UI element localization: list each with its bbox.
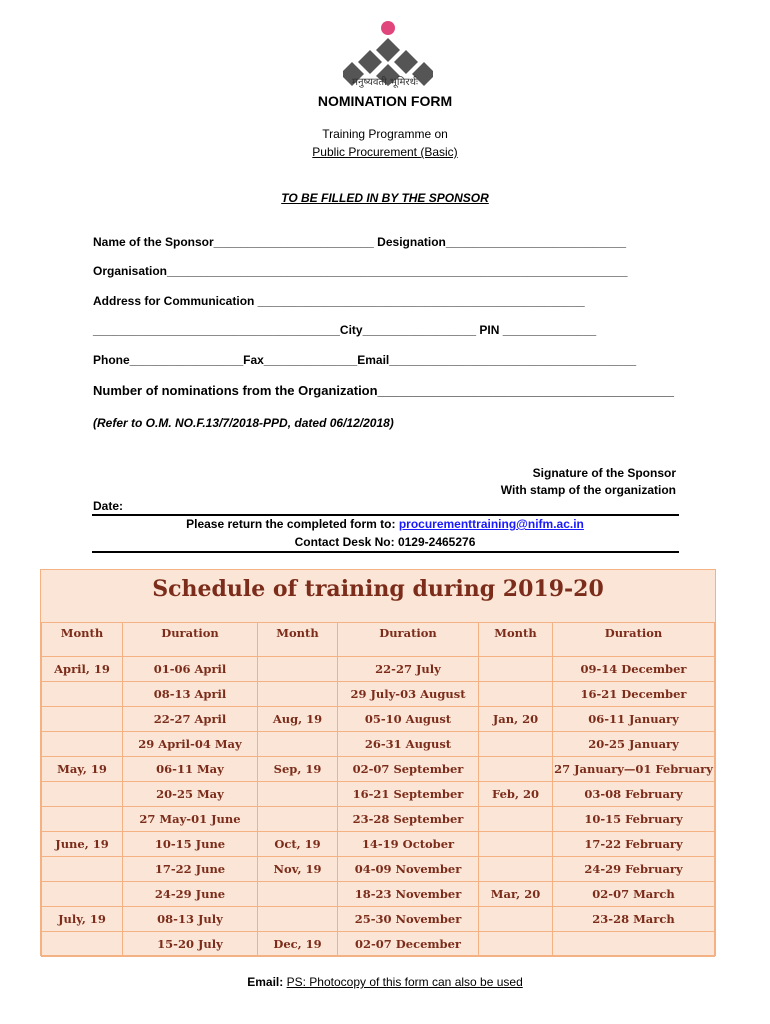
- cell-duration-3: 27 January—01 February: [553, 757, 715, 782]
- cell-duration-1: 20-25 May: [123, 782, 258, 807]
- footer-note: PS: Photocopy of this form can also be used: [286, 975, 523, 989]
- stamp-label: With stamp of the organization: [500, 483, 676, 497]
- cell-duration-1: 29 April-04 May: [123, 732, 258, 757]
- programme-line: Training Programme on: [322, 127, 448, 141]
- header-duration-2: Duration: [338, 623, 479, 657]
- cell-duration-3: 02-07 March: [553, 882, 715, 907]
- footer-email-label: Email:: [247, 975, 284, 989]
- cell-month-2: [258, 782, 338, 807]
- cell-duration-2: 29 July-03 August: [338, 682, 479, 707]
- cell-month-1: [42, 857, 123, 882]
- address-field[interactable]: Address for Communication _________________________________________________: [93, 294, 585, 308]
- schedule-row: [42, 907, 715, 932]
- organisation-field[interactable]: Organisation_____________________________________________________________________: [93, 264, 628, 278]
- cell-month-2: Dec, 19: [258, 932, 338, 957]
- cell-duration-1: 10-15 June: [123, 832, 258, 857]
- cell-month-1: May, 19: [42, 757, 123, 782]
- cell-month-3: [479, 932, 553, 957]
- sponsor-heading: TO BE FILLED IN BY THE SPONSOR: [281, 191, 489, 205]
- cell-duration-1: 06-11 May: [123, 757, 258, 782]
- schedule-row: [42, 657, 715, 682]
- divider-top: [92, 514, 679, 516]
- city-pin-field[interactable]: _____________________________________City_________________ PIN ______________: [93, 323, 597, 337]
- schedule-row: [42, 757, 715, 782]
- cell-duration-3: 20-25 January: [553, 732, 715, 757]
- schedule-row: [42, 732, 715, 757]
- schedule-box: [40, 569, 716, 956]
- schedule-title: Schedule of training during 2019-20: [152, 576, 604, 602]
- cell-duration-2: 23-28 September: [338, 807, 479, 832]
- return-instructions: [0, 517, 770, 531]
- cell-month-2: Sep, 19: [258, 757, 338, 782]
- cell-duration-2: 25-30 November: [338, 907, 479, 932]
- schedule-row: [42, 782, 715, 807]
- header-duration-1: Duration: [123, 623, 258, 657]
- schedule-header-row: [42, 623, 715, 657]
- cell-month-2: [258, 807, 338, 832]
- cell-month-3: [479, 757, 553, 782]
- cell-month-3: Feb, 20: [479, 782, 553, 807]
- cell-duration-1: 01-06 April: [123, 657, 258, 682]
- schedule-row: [42, 682, 715, 707]
- cell-duration-3: 10-15 February: [553, 807, 715, 832]
- cell-month-2: [258, 907, 338, 932]
- header-month-3: Month: [479, 623, 553, 657]
- form-title: NOMINATION FORM: [317, 93, 453, 109]
- cell-duration-1: 22-27 April: [123, 707, 258, 732]
- cell-month-1: [42, 932, 123, 957]
- contact-desk: Contact Desk No: 0129-2465276: [294, 535, 476, 549]
- cell-duration-3: [553, 932, 715, 957]
- sponsor-designation-field[interactable]: Name of the Sponsor________________________ Designation___________________________: [93, 235, 627, 249]
- cell-month-1: April, 19: [42, 657, 123, 682]
- cell-duration-3: 16-21 December: [553, 682, 715, 707]
- cell-month-3: Mar, 20: [479, 882, 553, 907]
- cell-month-3: [479, 732, 553, 757]
- schedule-row: [42, 832, 715, 857]
- header-month-1: Month: [42, 623, 123, 657]
- cell-month-2: [258, 732, 338, 757]
- header-duration-3: Duration: [553, 623, 715, 657]
- cell-month-2: Nov, 19: [258, 857, 338, 882]
- cell-month-2: [258, 657, 338, 682]
- cell-duration-2: 04-09 November: [338, 857, 479, 882]
- cell-month-2: [258, 882, 338, 907]
- schedule-table: [41, 622, 715, 957]
- date-label: Date:: [93, 499, 124, 513]
- cell-duration-1: 08-13 April: [123, 682, 258, 707]
- cell-month-1: [42, 807, 123, 832]
- cell-duration-1: 08-13 July: [123, 907, 258, 932]
- cell-duration-2: 18-23 November: [338, 882, 479, 907]
- cell-month-1: [42, 882, 123, 907]
- cell-duration-2: 26-31 August: [338, 732, 479, 757]
- cell-month-1: July, 19: [42, 907, 123, 932]
- schedule-row: [42, 807, 715, 832]
- cell-month-3: [479, 657, 553, 682]
- cell-duration-2: 16-21 September: [338, 782, 479, 807]
- cell-duration-1: 27 May-01 June: [123, 807, 258, 832]
- cell-month-3: [479, 682, 553, 707]
- cell-duration-3: 03-08 February: [553, 782, 715, 807]
- return-email-link[interactable]: procurementtraining@nifm.ac.in: [398, 517, 584, 531]
- cell-duration-3: 23-28 March: [553, 907, 715, 932]
- programme-name: Public Procurement (Basic): [312, 145, 458, 159]
- signature-label: Signature of the Sponsor: [532, 466, 676, 480]
- cell-month-3: Jan, 20: [479, 707, 553, 732]
- cell-month-1: [42, 682, 123, 707]
- nominations-field[interactable]: Number of nominations from the Organization_________________________________________: [93, 383, 674, 398]
- return-prefix: Please return the completed form to:: [186, 517, 399, 531]
- cell-duration-3: 06-11 January: [553, 707, 715, 732]
- footer: [0, 975, 770, 989]
- cell-month-2: Aug, 19: [258, 707, 338, 732]
- cell-month-3: [479, 832, 553, 857]
- cell-duration-3: 24-29 February: [553, 857, 715, 882]
- header-month-2: Month: [258, 623, 338, 657]
- cell-month-3: [479, 807, 553, 832]
- cell-month-1: [42, 707, 123, 732]
- cell-month-1: June, 19: [42, 832, 123, 857]
- cell-duration-3: 17-22 February: [553, 832, 715, 857]
- cell-duration-2: 22-27 July: [338, 657, 479, 682]
- cell-month-3: [479, 857, 553, 882]
- cell-duration-1: 15-20 July: [123, 932, 258, 957]
- phone-fax-email-field[interactable]: Phone_________________Fax______________Email_____________________________________: [93, 353, 637, 367]
- schedule-row: [42, 857, 715, 882]
- cell-duration-2: 14-19 October: [338, 832, 479, 857]
- divider-bottom: [92, 551, 679, 553]
- cell-duration-1: 17-22 June: [123, 857, 258, 882]
- cell-month-2: Oct, 19: [258, 832, 338, 857]
- cell-month-1: [42, 782, 123, 807]
- cell-duration-1: 24-29 June: [123, 882, 258, 907]
- cell-duration-3: 09-14 December: [553, 657, 715, 682]
- cell-duration-2: 05-10 August: [338, 707, 479, 732]
- reference-note: (Refer to O.M. NO.F.13/7/2018-PPD, dated 06/12/2018): [93, 416, 394, 430]
- cell-month-2: [258, 682, 338, 707]
- schedule-row: [42, 707, 715, 732]
- cell-duration-2: 02-07 September: [338, 757, 479, 782]
- logo-motto: मनुष्यवती भूमिरर्थः: [351, 77, 418, 88]
- cell-duration-2: 02-07 December: [338, 932, 479, 957]
- schedule-row: [42, 932, 715, 957]
- cell-month-1: [42, 732, 123, 757]
- schedule-row: [42, 882, 715, 907]
- cell-month-3: [479, 907, 553, 932]
- schedule-body: [42, 657, 715, 957]
